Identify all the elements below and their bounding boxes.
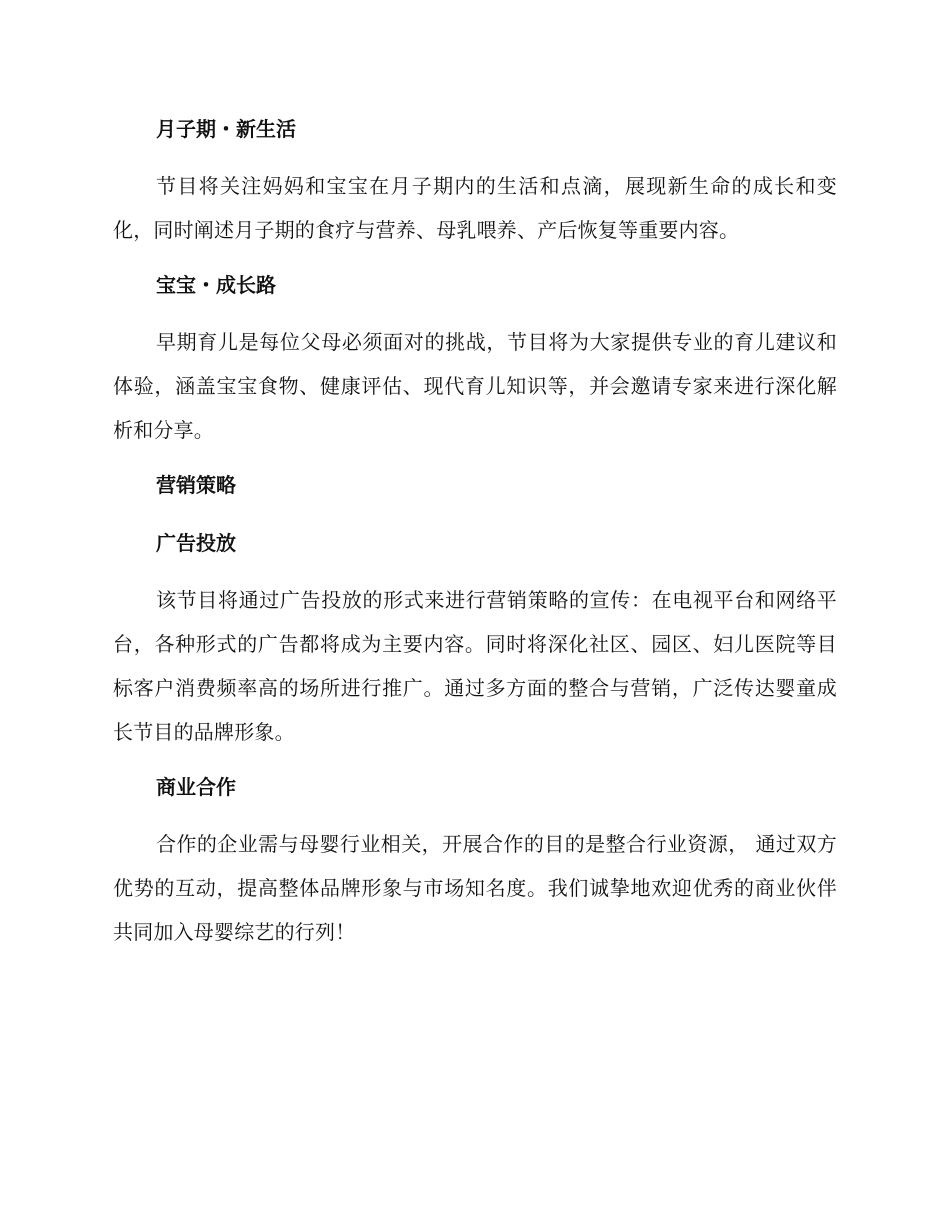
document-body [113, 112, 837, 954]
section-heading-postpartum: 月子期・新生活 [156, 117, 296, 141]
section-paragraph-advertising: 该节目将通过广告投放的形式来进行营销策略的宣传：在电视平台和网络平台，各种形式的广告都将成为主要内容。同时将深化社区、园区、妇儿医院等目标客户消费频率高的场所进行推广。通过多方面的整合与营销，广泛传达婴童成长节目的品牌形象。 [113, 588, 837, 744]
section-paragraph-postpartum: 节目将关注妈妈和宝宝在月子期内的生活和点滴，展现新生命的成长和变化，同时阐述月子期的食疗与营养、母乳喂养、产后恢复等重要内容。 [113, 174, 837, 242]
section-heading-marketing-strategy: 营销策略 [156, 473, 236, 497]
section-paragraph-business-cooperation: 合作的企业需与母婴行业相关，开展合作的目的是整合行业资源， 通过双方优势的互动，提高整体品牌形象与市场知名度。我们诚挚地欢迎优秀的商业伙伴共同加入母婴综艺的行列！ [113, 832, 837, 944]
section-heading-advertising: 广告投放 [156, 531, 236, 555]
section-paragraph-baby-growth: 早期育儿是每位父母必须面对的挑战，节目将为大家提供专业的育儿建议和体验，涵盖宝宝食物、健康评估、现代育儿知识等，并会邀请专家来进行深化解析和分享。 [113, 330, 837, 442]
section-heading-baby-growth: 宝宝・成长路 [156, 273, 276, 297]
section-heading-business-cooperation: 商业合作 [156, 775, 236, 799]
